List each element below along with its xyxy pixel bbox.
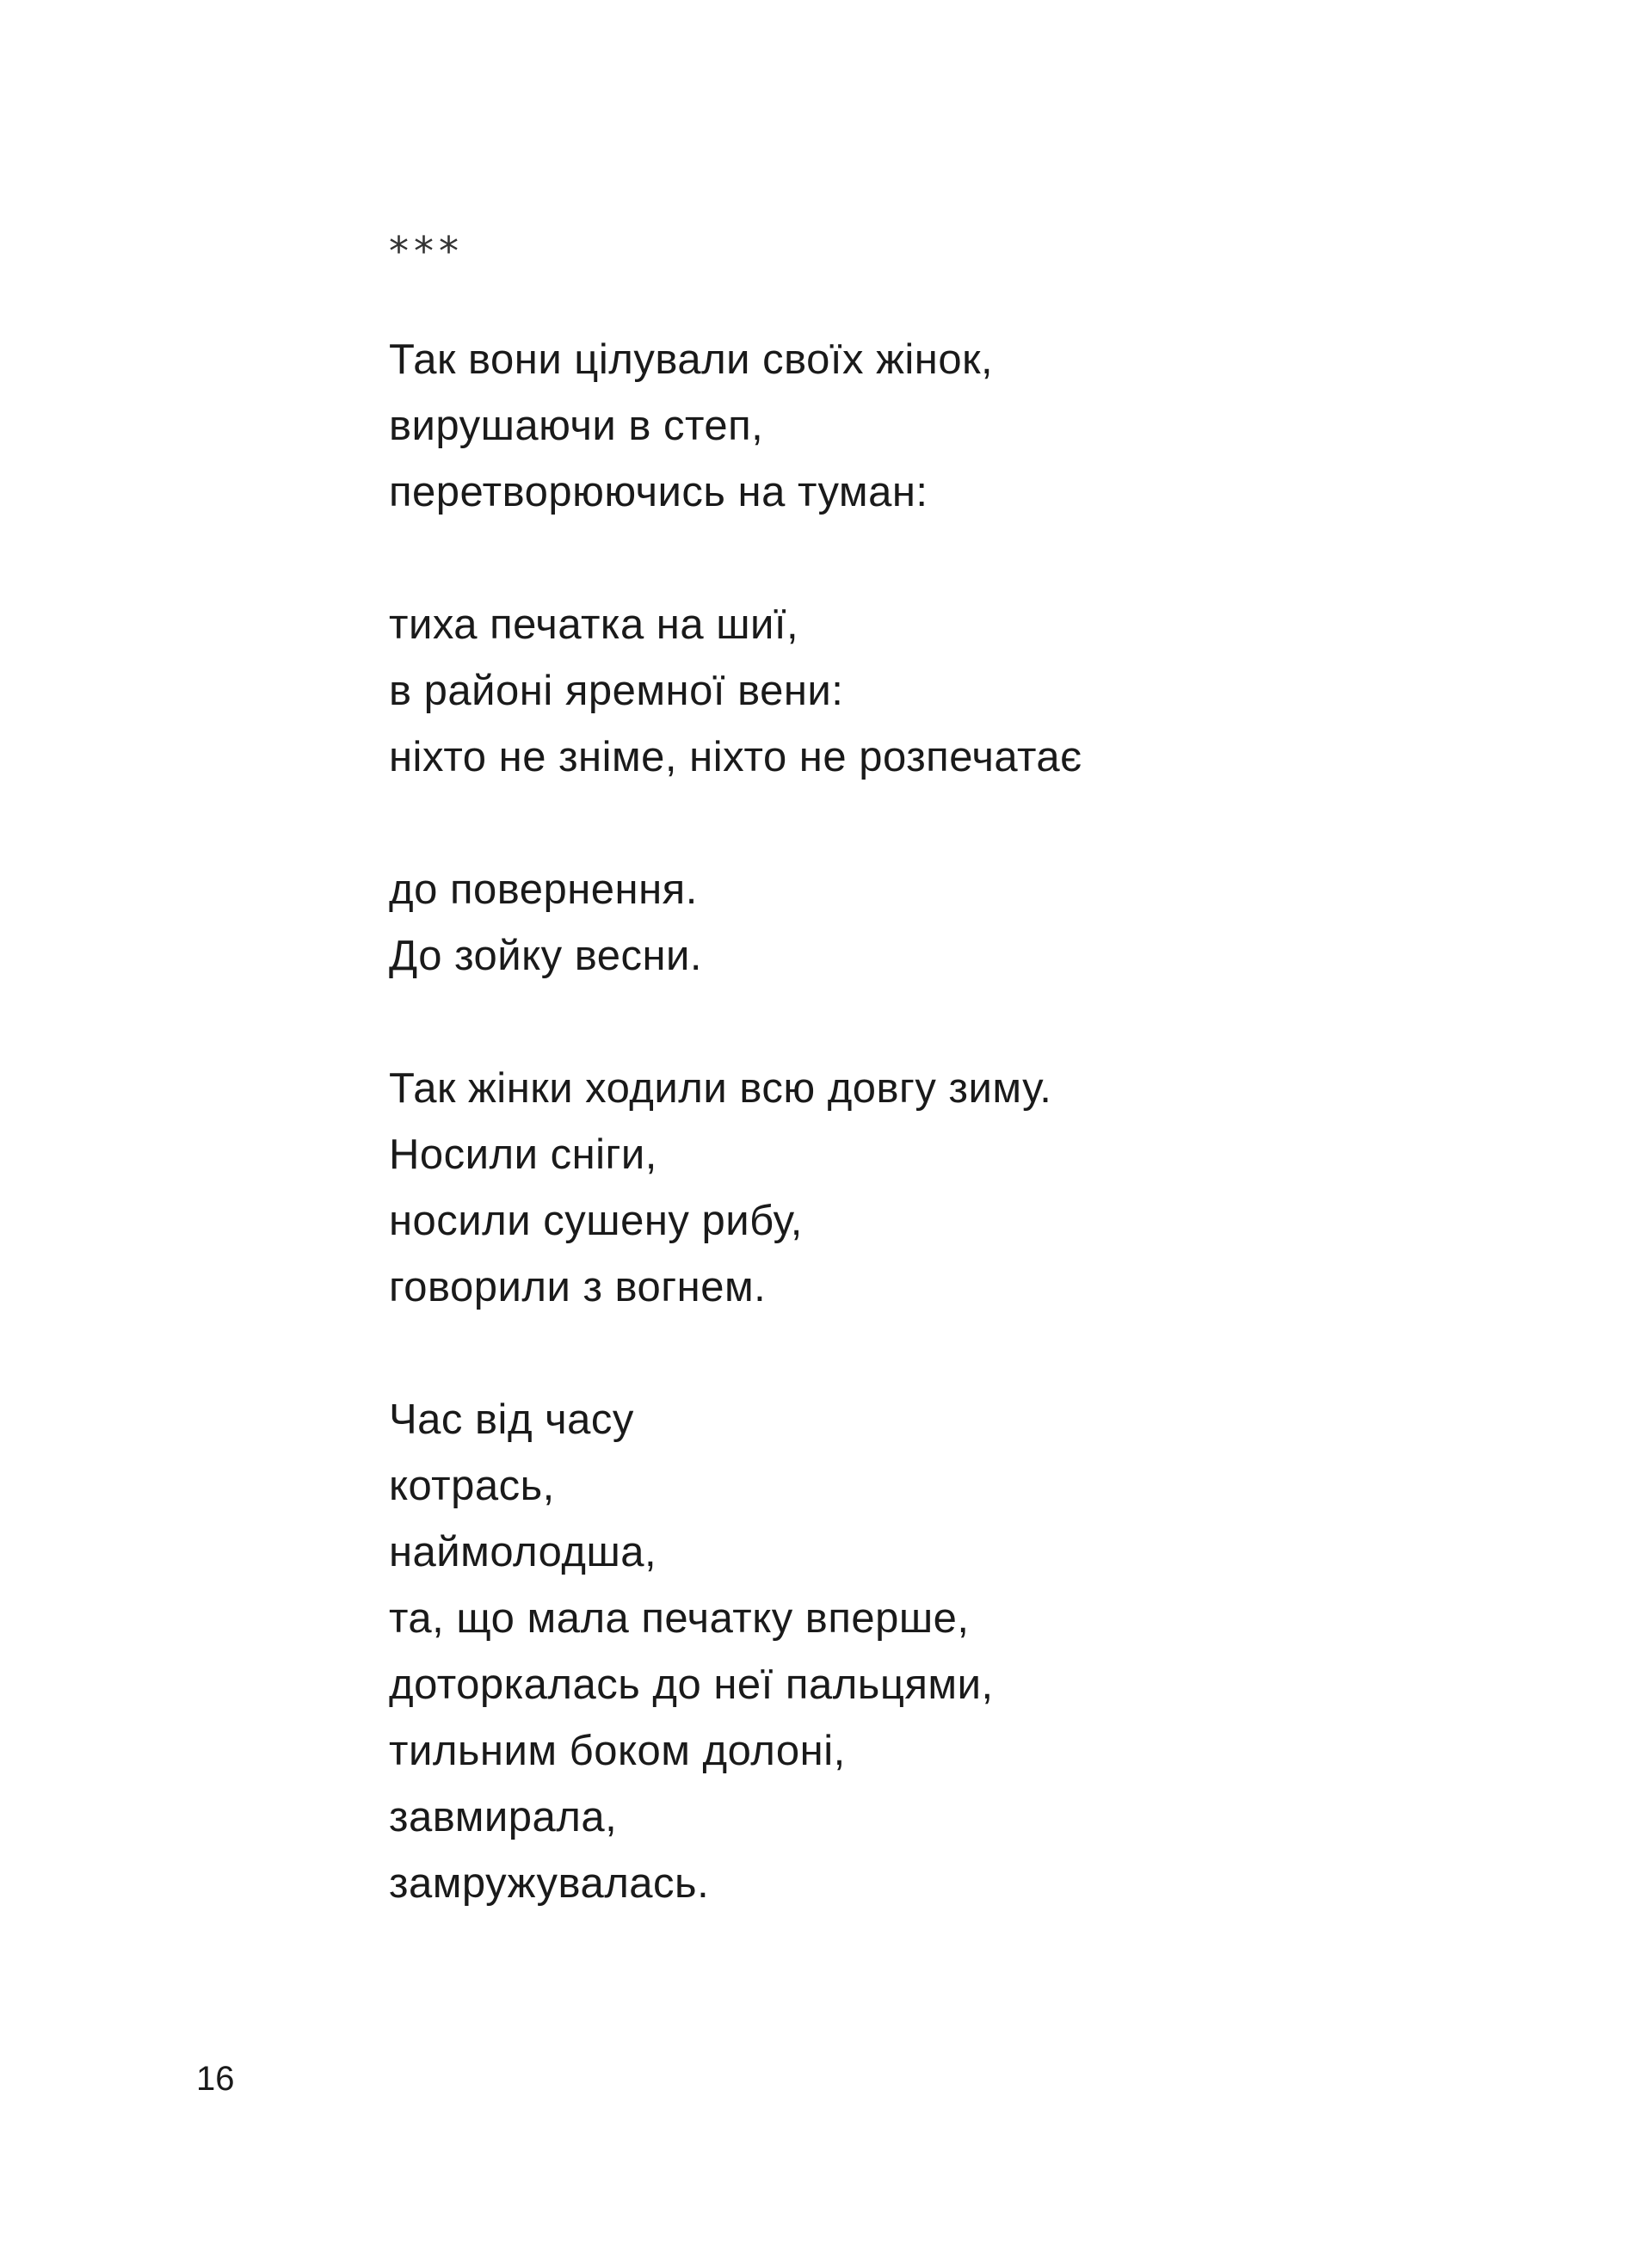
poem-line: До зойку весни. [389,933,703,979]
poem-line: замружувалась. [389,1860,710,1907]
poem-line: ніхто не зніме, ніхто не розпечатає [389,734,1082,780]
poem-line: котрась, [389,1463,555,1509]
poem-line: вирушаючи в степ, [389,403,764,449]
poem-line: Носили сніги, [389,1131,657,1178]
poem-line: доторкалась до неї пальцями, [389,1661,994,1708]
poem-line: носили сушену рибу, [389,1198,803,1244]
stanza [389,327,1507,526]
poem-line: Так жінки ходили всю довгу зиму. [389,1065,1052,1112]
poem-line: говорили з вогнем. [389,1264,767,1310]
poem-line: до повернення. [389,866,698,913]
poem-line: та, що мала печатку вперше, [389,1595,970,1642]
section-separator: *** [389,228,464,274]
stanza [389,857,1507,989]
poem-body [389,327,1507,1983]
poem-line: наймолодша, [389,1529,657,1575]
poem-line: тиха печатка на шиї, [389,601,799,648]
poem-line: Час від часу [389,1396,634,1443]
page-number: 16 [196,2060,235,2098]
poem-line: тильним боком долоні, [389,1728,846,1774]
poem-line: завмирала, [389,1794,618,1840]
stanza [389,1387,1507,1917]
poem-line: перетворюючись на туман: [389,469,928,515]
poem-line: Так вони цілували своїх жінок, [389,336,994,383]
poem-line: в районі яремної вени: [389,668,844,714]
stanza [389,1056,1507,1321]
stanza [389,592,1507,791]
